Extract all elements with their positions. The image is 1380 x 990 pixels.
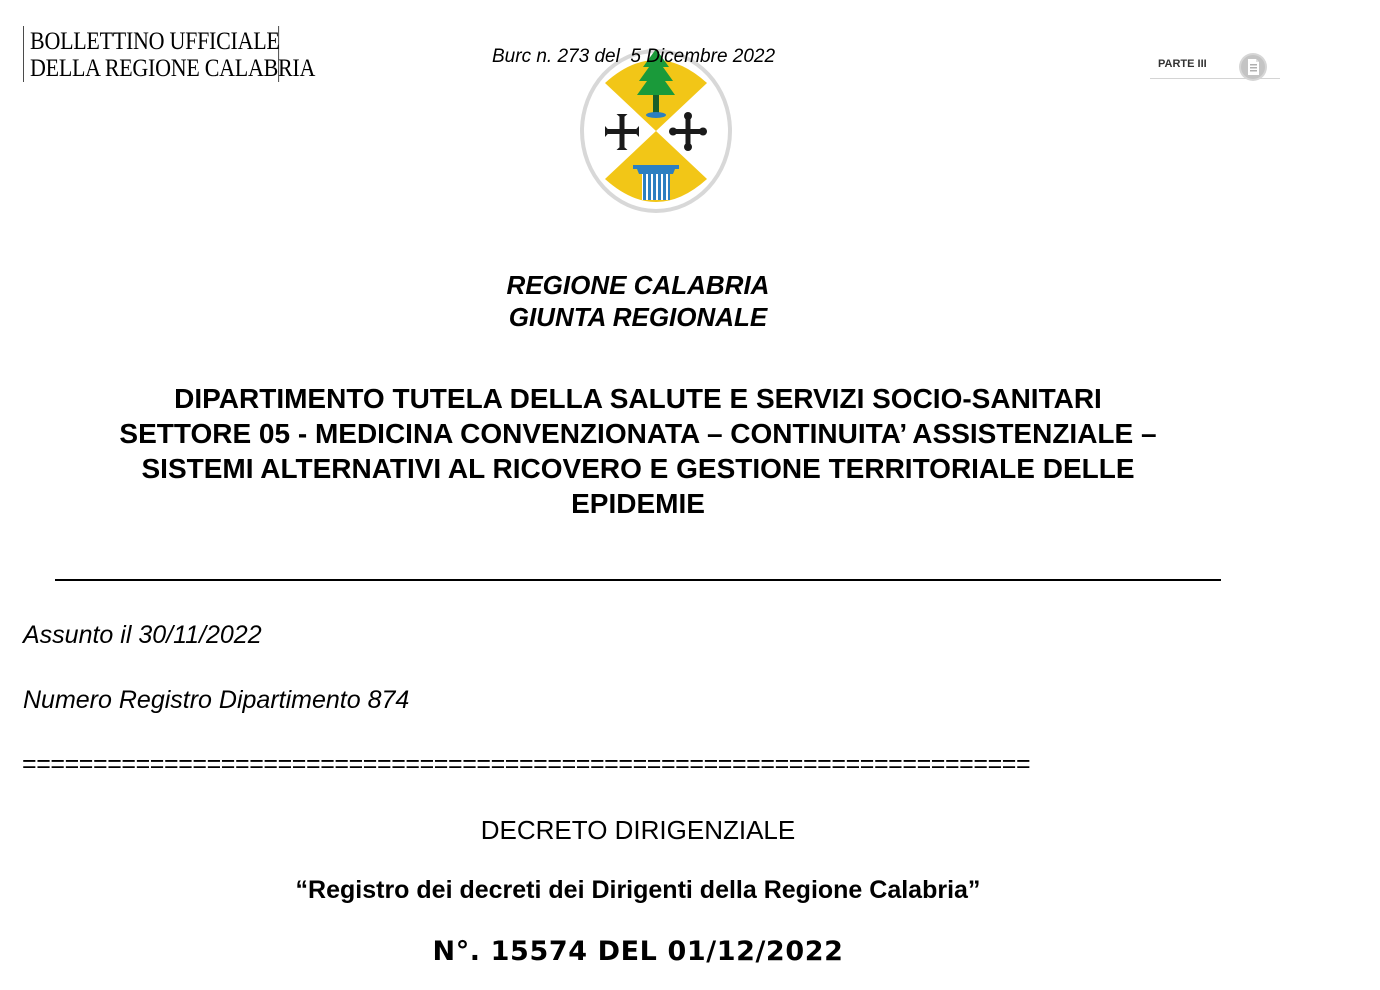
decree-registry: “Registro dei decreti dei Dirigenti della Regione Calabria” [295,876,981,904]
bulletin-masthead [23,26,316,82]
masthead-line-1: BOLLETTINO UFFICIALE [30,28,280,55]
masthead-line-2: DELLA REGIONE CALABRIA [30,55,316,82]
parte-label: PARTE III [1158,58,1207,70]
department-line-2: SETTORE 05 - MEDICINA CONVENZIONATA – CONTINUITA’ ASSISTENZIALE – [119,418,1157,449]
decree-type: DECRETO DIRIGENZIALE [480,815,796,845]
institution-line-1: REGIONE CALABRIA [506,270,770,300]
department-line-4: EPIDEMIE [571,488,705,519]
department-heading [0,381,1276,521]
decree-number: N°. 15574 DEL 01/12/2022 [432,936,844,967]
equals-separator: ======================================================================= [22,750,1031,778]
institution-heading [0,269,1276,333]
regione-calabria-coat-of-arms [577,43,735,215]
institution-line-2: GIUNTA REGIONALE [508,302,768,332]
parte-badge [1150,48,1280,79]
department-line-3: SISTEMI ALTERNATIVI AL RICOVERO E GESTIONE TERRITORIALE DELLE [141,453,1135,484]
department-line-1: DIPARTIMENTO TUTELA DELLA SALUTE E SERVIZI SOCIO-SANITARI [174,383,1102,414]
registro-number: Numero Registro Dipartimento 874 [23,686,410,714]
assunto-date: Assunto il 30/11/2022 [23,621,262,649]
burc-reference: Burc n. 273 del 5 Dicembre 2022 [492,46,776,67]
section-divider [55,579,1221,581]
document-icon [1238,52,1268,82]
